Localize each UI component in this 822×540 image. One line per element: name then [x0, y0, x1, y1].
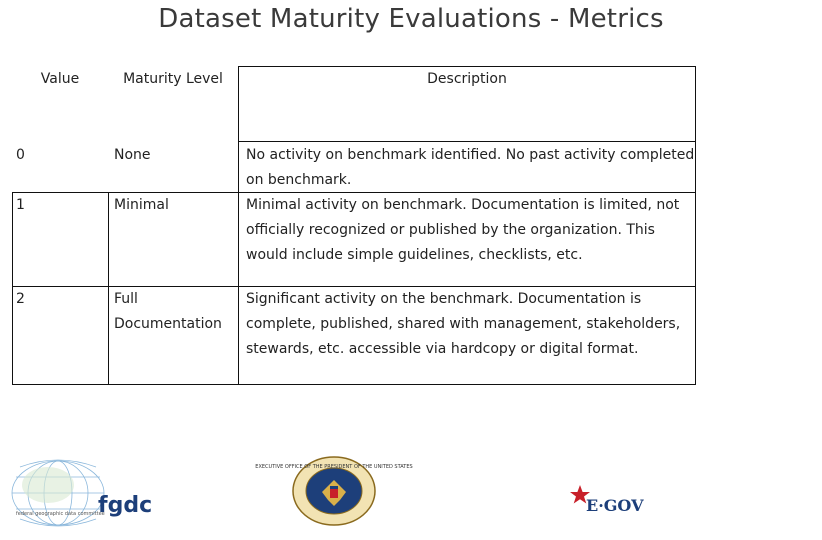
egov-logo	[568, 484, 660, 518]
cell-description: No activity on benchmark identified. No past activity completed on benchmark.	[246, 147, 695, 188]
cell-value: 2	[16, 291, 25, 307]
cell-value: 0	[16, 147, 25, 163]
column-divider	[108, 192, 109, 385]
seal-text: EXECUTIVE OFFICE OF THE PRESIDENT OF THE UNITED STATES	[255, 464, 413, 470]
header-value: Value	[40, 71, 80, 87]
header-maturity-level: Maturity Level	[123, 71, 223, 87]
fgdc-wordmark: fgdc	[98, 493, 153, 518]
table-bottom-border	[12, 384, 696, 385]
column-divider	[238, 66, 239, 385]
description-header-bottom-border	[238, 141, 696, 142]
page-title: Dataset Maturity Evaluations - Metrics	[158, 4, 664, 34]
fgdc-tagline: federal geographic data committee	[16, 511, 105, 517]
cell-maturity-level: Minimal	[114, 197, 169, 213]
table-left-border	[12, 192, 13, 385]
fgdc-logo	[10, 455, 160, 530]
egov-wordmark: E·GOV	[586, 496, 644, 515]
header-description: Description	[427, 71, 507, 87]
cell-value: 1	[16, 197, 25, 213]
cell-description: Minimal activity on benchmark. Documentation is limited, not officially recognized or published by the organization. This would include simple guidelines, checklists, etc.	[246, 197, 680, 263]
presidential-seal	[255, 456, 413, 526]
cell-maturity-level: Full Documentation	[114, 291, 222, 332]
cell-maturity-level: None	[114, 147, 151, 163]
cell-description: Significant activity on the benchmark. Documentation is complete, published, shared with management, stakeholders, stewards, etc. accessible via hardcopy or digital format.	[246, 291, 681, 357]
